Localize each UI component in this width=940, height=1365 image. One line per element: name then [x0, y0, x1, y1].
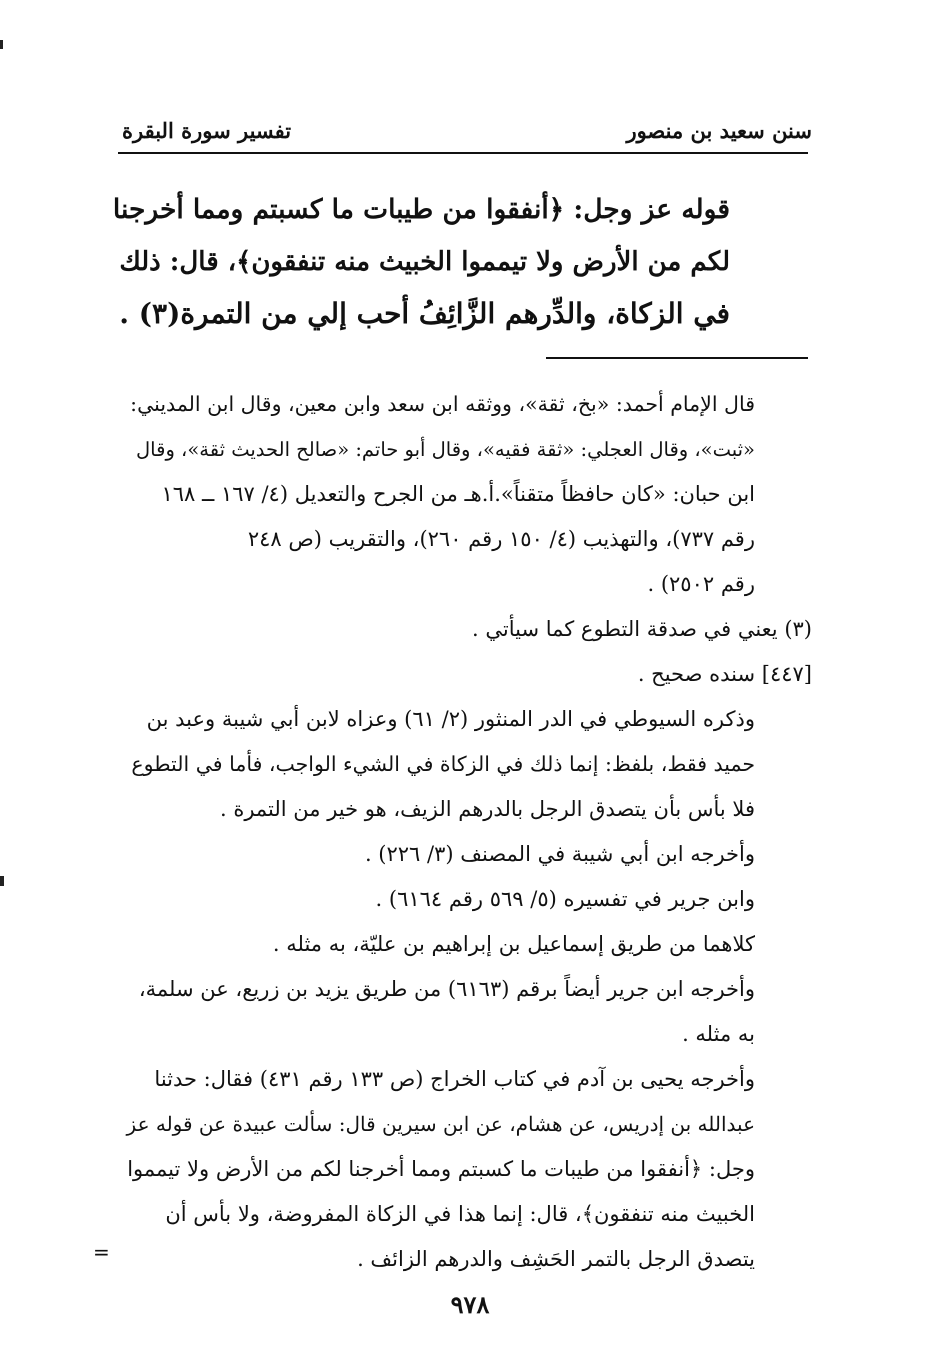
main-text-line: لكم من الأرض ولا تيمموا الخبيث منه تنفقون﴾، قال: ذلك	[119, 247, 730, 277]
footnote-line: رقم ٢٥٠٢) .	[647, 572, 755, 596]
running-header-book-title: سنن سعيد بن منصور	[626, 118, 812, 143]
footnote-line: ابن حبان: «كان حافظاً متقناً».أ.هـ من الجرح والتعديل (٤/ ١٦٧ ــ ١٦٨	[161, 482, 755, 506]
scan-mark	[0, 876, 4, 886]
footnote-line: به مثله .	[682, 1022, 755, 1046]
footnote-line: وأخرجه يحيى بن آدم في كتاب الخراج (ص ١٣٣ رقم ٤٣١) فقال: حدثنا	[154, 1067, 755, 1091]
footnote-line: عبدالله بن إدريس، عن هشام، عن ابن سيرين قال: سألت عبيدة عن قوله عز	[126, 1112, 755, 1136]
footnote-line: وابن جرير في تفسيره (٥/ ٥٦٩ رقم ٦١٦٤) .	[375, 887, 755, 911]
footnote-separator	[546, 357, 808, 359]
hadith-447-grading: [٤٤٧] سنده صحيح .	[637, 662, 812, 686]
footnote-line: رقم ٧٣٧)، والتهذيب (٤/ ١٥٠ رقم ٢٦٠)، والتقريب (ص ٢٤٨	[247, 527, 755, 551]
footnote-3: (٣) يعني في صدقة التطوع كما سيأتي .	[472, 617, 812, 641]
scan-mark	[0, 40, 3, 49]
footnote-line: وأخرجه ابن جرير أيضاً برقم (٦١٦٣) من طريق يزيد بن زريع، عن سلمة،	[138, 977, 755, 1001]
footnote-line: فلا بأس بأن يتصدق الرجل بالدرهم الزيف، هو خير من التمرة .	[219, 797, 755, 821]
running-header-section-title: تفسير سورة البقرة	[122, 118, 292, 143]
footnote-line: الخبيث منه تنفقون﴾، قال: إنما هذا في الزكاة المفروضة، ولا بأس أن	[165, 1202, 755, 1226]
page-number: ٩٧٨	[450, 1290, 490, 1319]
main-text-line: قوله عز وجل: ﴿أنفقوا من طيبات ما كسبتم ومما أخرجنا	[112, 194, 730, 225]
footnote-line: كلاهما من طريق إسماعيل بن إبراهيم بن عليّة، به مثله .	[272, 932, 755, 956]
header-rule	[118, 152, 808, 154]
footnote-line: حميد فقط، بلفظ: إنما ذلك في الزكاة في الشيء الواجب، فأما في التطوع	[131, 752, 755, 776]
footnote-line: وجل: ﴿أنفقوا من طيبات ما كسبتم ومما أخرجنا لكم من الأرض ولا تيمموا	[127, 1157, 755, 1181]
margin-mark: =	[93, 1240, 110, 1264]
footnote-line: «ثبت»، وقال العجلي: «ثقة فقيه»، وقال أبو حاتم: «صالح الحديث ثقة»، وقال	[136, 438, 755, 461]
footnote-line: وأخرجه ابن أبي شيبة في المصنف (٣/ ٢٢٦) .	[364, 842, 755, 866]
footnote-line: قال الإمام أحمد: «بخ، ثقة»، ووثقه ابن سعد وابن معين، وقال ابن المديني:	[130, 392, 755, 416]
footnote-line: يتصدق الرجل بالتمر الحَشِف والدرهم الزائف .	[357, 1247, 755, 1271]
main-text-line: في الزكاة، والدِّرهم الزَّائِفُ أحب إلي من التمرة(٣) .	[119, 297, 730, 330]
footnote-line: وذكره السيوطي في الدر المنثور (٢/ ٦١) وعزاه لابن أبي شيبة وعبد بن	[146, 707, 755, 731]
